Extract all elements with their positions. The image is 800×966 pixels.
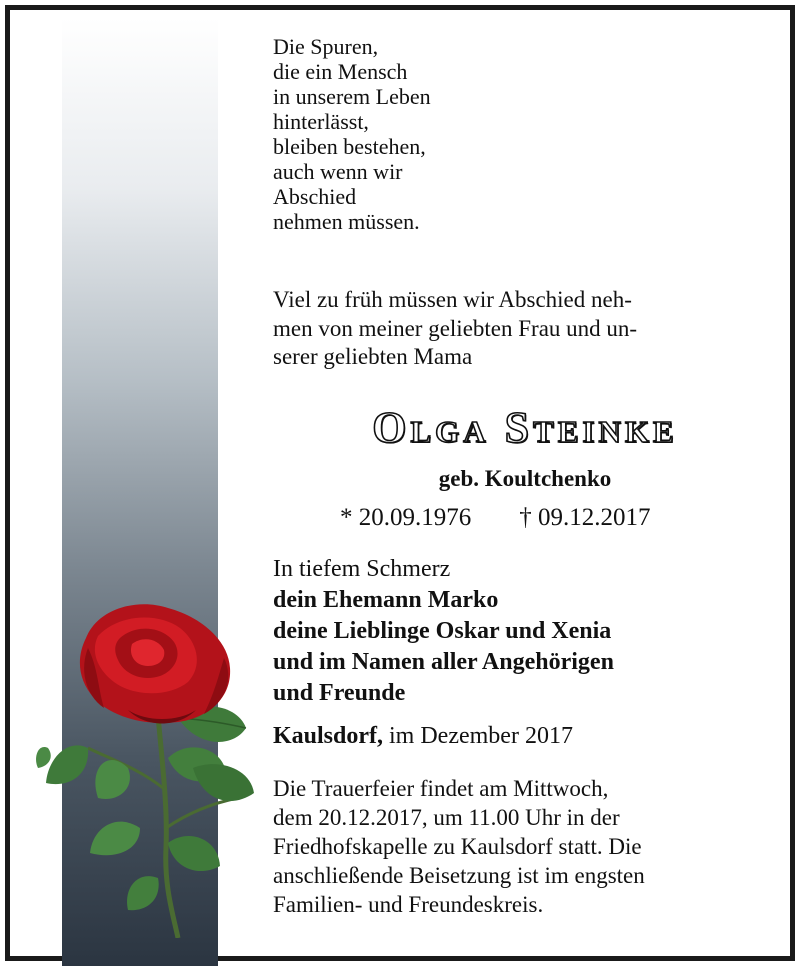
- birth-date: * 20.09.1976: [340, 504, 472, 531]
- poem-line: in unserem Leben: [273, 84, 431, 109]
- mourner-line: und Freunde: [273, 680, 406, 706]
- red-rose-image: [28, 598, 260, 938]
- poem-line: bleiben bestehen,: [273, 134, 426, 159]
- poem: [273, 34, 768, 234]
- poem-line: die ein Mensch: [273, 59, 408, 84]
- place-name: Kaulsdorf,: [273, 723, 384, 749]
- intro-line: Viel zu früh müssen wir Abschied neh-: [273, 287, 632, 312]
- funeral-line: dem 20.12.2017, um 11.00 Uhr in der: [273, 805, 620, 830]
- date-text: im Dezember 2017: [383, 723, 573, 749]
- poem-line: Abschied: [273, 184, 357, 209]
- poem-line: hinterlässt,: [273, 109, 369, 134]
- intro-line: serer geliebten Mama: [273, 344, 473, 369]
- poem-line: auch wenn wir: [273, 159, 403, 184]
- funeral-line: Die Trauerfeier findet am Mittwoch,: [273, 776, 609, 801]
- funeral-line: anschließende Beisetzung ist im engsten: [273, 863, 645, 888]
- poem-line: Die Spuren,: [273, 34, 379, 59]
- funeral-line: Friedhofskapelle zu Kaulsdorf statt. Die: [273, 834, 642, 859]
- death-date: † 09.12.2017: [519, 504, 651, 531]
- mourners-block: [273, 554, 768, 709]
- maiden-name: geb. Koultchenko: [438, 466, 612, 491]
- intro-text: [273, 286, 768, 372]
- place-date-line: [273, 724, 768, 749]
- mourner-line: dein Ehemann Marko: [273, 587, 499, 613]
- poem-line: nehmen müssen.: [273, 209, 420, 234]
- mourning-intro: In tiefem Schmerz: [273, 556, 451, 582]
- funeral-info: [273, 774, 769, 919]
- funeral-line: Familien- und Freundeskreis.: [273, 892, 544, 917]
- deceased-name: Olga Steinke: [372, 403, 678, 452]
- mourner-line: und im Namen aller Angehörigen: [273, 649, 614, 675]
- mourner-line: deine Lieblinge Oskar und Xenia: [273, 618, 612, 644]
- intro-line: men von meiner geliebten Frau und un-: [273, 315, 638, 341]
- life-dates: [340, 504, 651, 532]
